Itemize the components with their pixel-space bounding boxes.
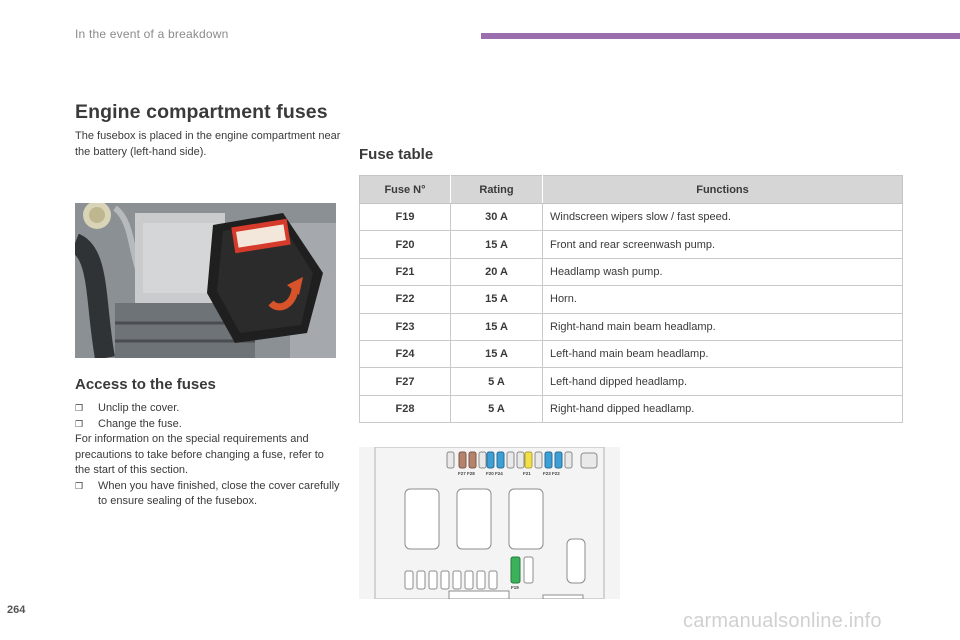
fuse-f24 xyxy=(497,452,504,468)
fuse-f23 xyxy=(545,452,552,468)
label-group4: F23 F22 xyxy=(543,471,560,476)
fuse-table-header xyxy=(360,176,903,204)
fuse-rating: 5 A xyxy=(451,368,543,395)
fusebox-diagram xyxy=(359,447,620,599)
fuse-number: F23 xyxy=(360,313,451,340)
fusebox-diagram-illustration xyxy=(359,447,620,599)
fuse-number: F28 xyxy=(360,395,451,422)
table-row xyxy=(360,231,903,258)
access-instructions xyxy=(75,401,341,510)
intro-text: The fusebox is placed in the engine compartment near the battery (left-hand side). xyxy=(75,130,341,158)
engine-compartment-photo xyxy=(75,203,336,358)
fuse-function: Right-hand dipped headlamp. xyxy=(543,395,903,422)
fuse-number: F27 xyxy=(360,368,451,395)
table-row xyxy=(360,286,903,313)
access-note: For information on the special requirements and precautions to take before changing a fuse, refer to the start of this section. xyxy=(75,433,324,476)
access-step-change: ❒ Change the fuse. xyxy=(75,417,341,433)
column-header-rating: Rating xyxy=(451,176,543,204)
table-row xyxy=(360,368,903,395)
label-bottom: F19 xyxy=(511,585,519,590)
fuse-f28 xyxy=(469,452,476,468)
fuse-rating: 15 A xyxy=(451,340,543,367)
table-row xyxy=(360,395,903,422)
fuse-number: F21 xyxy=(360,258,451,285)
fuse-f22 xyxy=(555,452,562,468)
fuse-function: Windscreen wipers slow / fast speed. xyxy=(543,204,903,231)
label-group3: F21 xyxy=(523,471,531,476)
fuse-table-title: Fuse table xyxy=(359,146,434,163)
section-header: In the event of a breakdown xyxy=(75,27,229,41)
fuse-rating: 20 A xyxy=(451,258,543,285)
fuse-rating: 30 A xyxy=(451,204,543,231)
label-group2: F20 F24 xyxy=(486,471,503,476)
fuse-function: Headlamp wash pump. xyxy=(543,258,903,285)
fuse-rating: 15 A xyxy=(451,313,543,340)
step-bullet-icon: ❒ xyxy=(75,480,84,491)
fuse-function: Left-hand main beam headlamp. xyxy=(543,340,903,367)
fuse-number: F22 xyxy=(360,286,451,313)
access-step-unclip: ❒ Unclip the cover. xyxy=(75,401,341,417)
table-row xyxy=(360,204,903,231)
fuse-number: F19 xyxy=(360,204,451,231)
fuse-number: F24 xyxy=(360,340,451,367)
fuse-rating: 15 A xyxy=(451,231,543,258)
column-header-functions: Functions xyxy=(543,176,903,204)
table-row xyxy=(360,313,903,340)
fuse-number: F20 xyxy=(360,231,451,258)
label-group1: F27 F28 xyxy=(458,471,475,476)
fuse-function: Front and rear screenwash pump. xyxy=(543,231,903,258)
fuse-table xyxy=(359,175,903,423)
fuse-rating: 15 A xyxy=(451,286,543,313)
fuse-f21 xyxy=(525,452,532,468)
fuse-f19 xyxy=(511,557,520,583)
fuse-f20 xyxy=(487,452,494,468)
page-title: Engine compartment fuses xyxy=(75,101,328,123)
access-step-close: ❒ When you have finished, close the cover carefully to ensure sealing of the fusebox. xyxy=(75,479,340,507)
fuse-f27 xyxy=(459,452,466,468)
watermark: carmanualsonline.info xyxy=(683,610,882,632)
column-header-fuse: Fuse N° xyxy=(360,176,451,204)
fuse-function: Right-hand main beam headlamp. xyxy=(543,313,903,340)
table-row xyxy=(360,340,903,367)
fuse-rating: 5 A xyxy=(451,395,543,422)
fuse-function: Horn. xyxy=(543,286,903,313)
table-row xyxy=(360,258,903,285)
engine-photo-illustration xyxy=(75,203,336,358)
fuse-function: Left-hand dipped headlamp. xyxy=(543,368,903,395)
section-accent-bar xyxy=(481,33,960,39)
page-number: 264 xyxy=(7,604,26,616)
step-bullet-icon: ❒ xyxy=(75,418,84,429)
access-section-title: Access to the fuses xyxy=(75,376,216,393)
step-bullet-icon: ❒ xyxy=(75,403,84,413)
